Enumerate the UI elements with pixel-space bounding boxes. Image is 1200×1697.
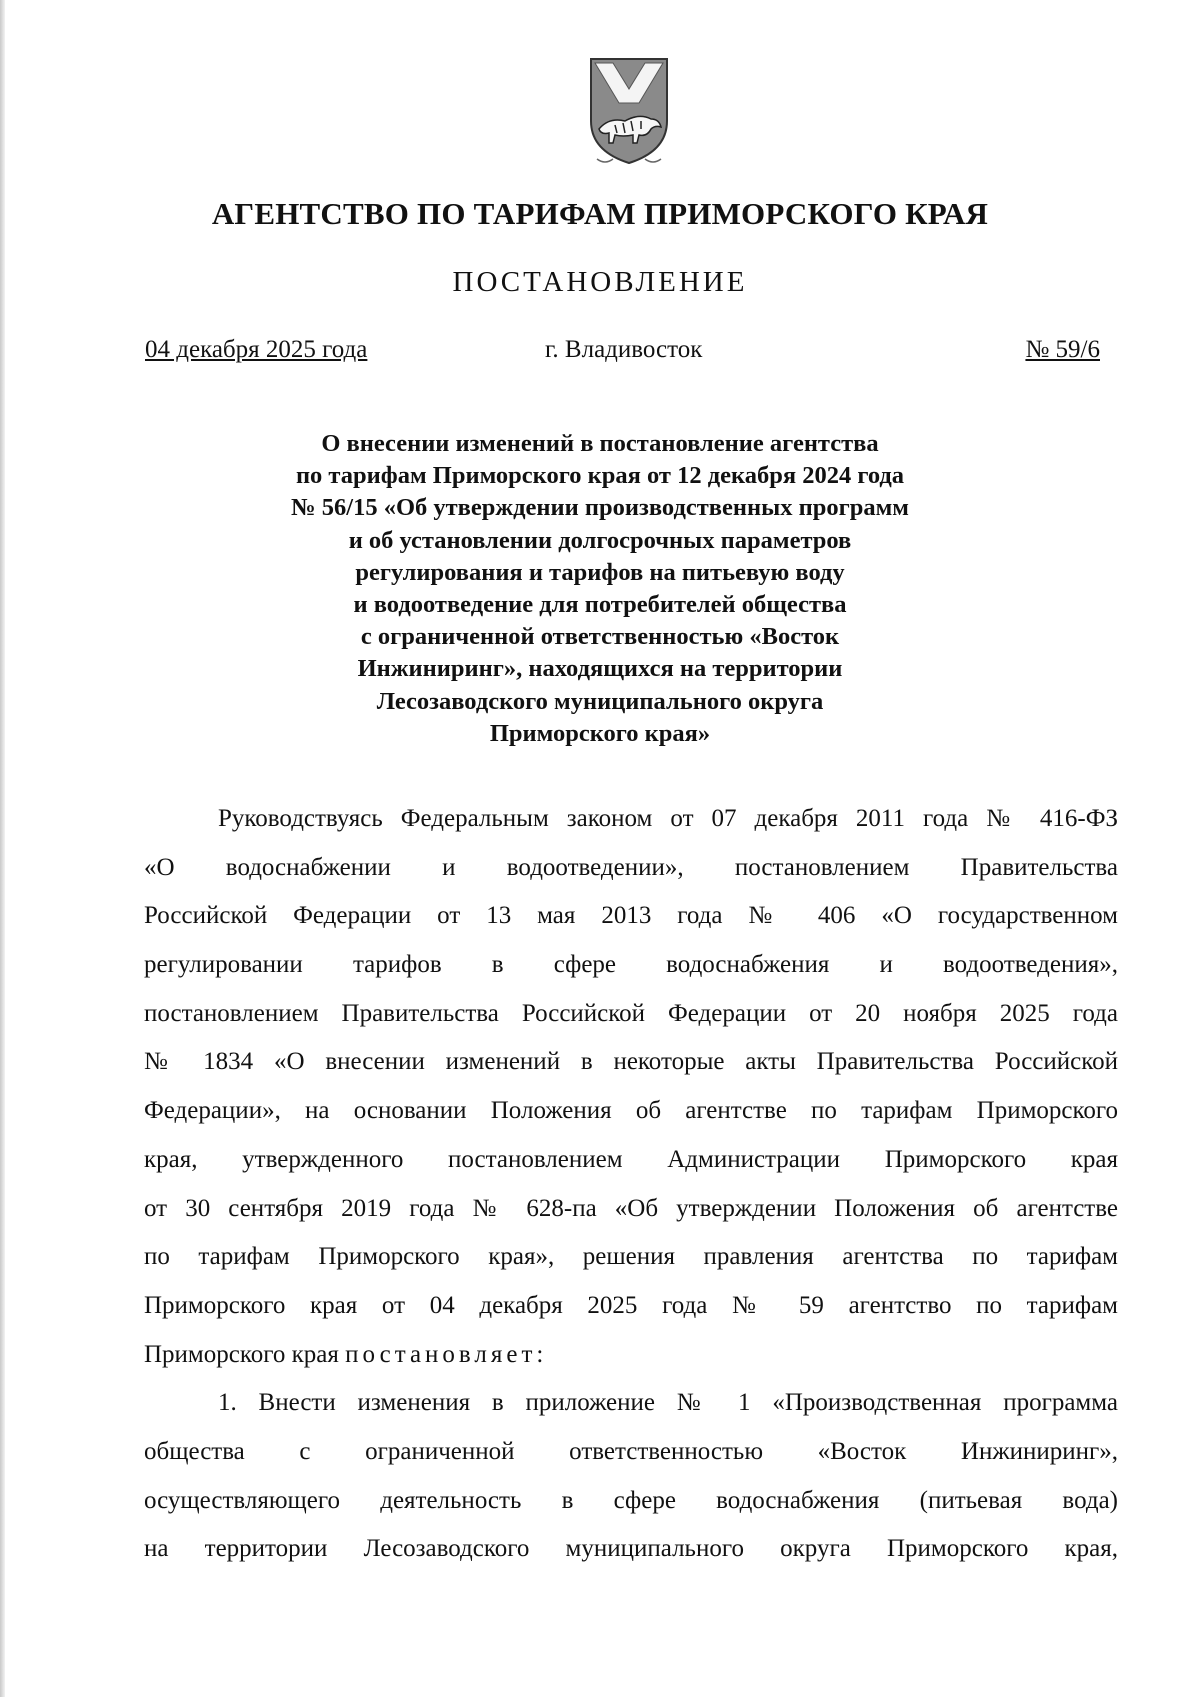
title-line: Приморского края»	[489, 719, 711, 747]
preamble-line: Приморского края от 04 декабря 2025 года № 59 агентство по тарифам	[144, 1291, 1118, 1319]
document-type: ПОСТАНОВЛЕНИЕ	[452, 266, 748, 298]
title-line: по тарифам Приморского края от 12 декабря 2024 года	[295, 462, 905, 490]
decree-date: 04 декабря 2025 года	[145, 336, 368, 363]
scan-edge-shadow	[0, 0, 5, 1697]
decree-number: № 59/6	[1025, 336, 1100, 363]
decree-body	[144, 795, 1118, 1574]
resolution-word: постановляет:	[345, 1340, 548, 1368]
title-line: О внесении изменений в постановление агентства	[321, 430, 879, 457]
item-line: 1. Внести изменения в приложение № 1 «Производственная программа	[218, 1389, 1118, 1417]
preamble-line: по тарифам Приморского края», решения правления агентства по тарифам	[144, 1243, 1118, 1271]
item-line: осуществляющего деятельность в сфере водоснабжения (питьевая вода)	[144, 1486, 1118, 1514]
preamble-line: от 30 сентября 2019 года № 628-па «Об утверждении Положения об агентстве	[144, 1194, 1118, 1222]
preamble-line: «О водоснабжении и водоотведении», постановлением Правительства	[144, 853, 1118, 881]
item-line: общества с ограниченной ответственностью «Восток Инжиниринг»,	[144, 1437, 1118, 1465]
preamble-line: Федерации», на основании Положения об агентстве по тарифам Приморского	[144, 1097, 1118, 1125]
coat-of-arms-icon	[585, 55, 673, 167]
preamble-line: постановлением Правительства Российской Федерации от 20 ноября 2025 года	[144, 999, 1118, 1027]
preamble-line: № 1834 «О внесении изменений в некоторые акты Правительства Российской	[144, 1048, 1118, 1076]
preamble-line: Руководствуясь Федеральным законом от 07 декабря 2011 года № 416-ФЗ	[218, 805, 1118, 832]
title-line: Лесозаводского муниципального округа	[376, 687, 824, 715]
preamble-line: края, утвержденного постановлением Администрации Приморского края	[144, 1145, 1118, 1173]
preamble-line: Российской Федерации от 13 мая 2013 года № 406 «О государственном	[144, 902, 1118, 930]
title-line: Инжиниринг», находящихся на территории	[357, 655, 843, 683]
preamble-line: регулировании тарифов в сфере водоснабжения и водоотведения»,	[144, 951, 1118, 979]
decree-title	[0, 428, 1200, 750]
resolution-prefix: Приморского края	[144, 1340, 339, 1368]
title-line: с ограниченной ответственностью «Восток	[360, 623, 840, 651]
title-line: и об установлении долгосрочных параметров	[348, 526, 852, 554]
resolution-line	[144, 1331, 1118, 1380]
title-line: регулирования и тарифов на питьевую воду	[355, 558, 845, 586]
agency-name: АГЕНТСТВО ПО ТАРИФАМ ПРИМОРСКОГО КРАЯ	[211, 196, 989, 231]
title-line: № 56/15 «Об утверждении производственных программ	[291, 494, 909, 522]
decree-city: г. Владивосток	[545, 336, 703, 363]
title-line: и водоотведение для потребителей общества	[353, 591, 847, 619]
item-line: на территории Лесозаводского муниципального округа Приморского края,	[144, 1535, 1118, 1563]
